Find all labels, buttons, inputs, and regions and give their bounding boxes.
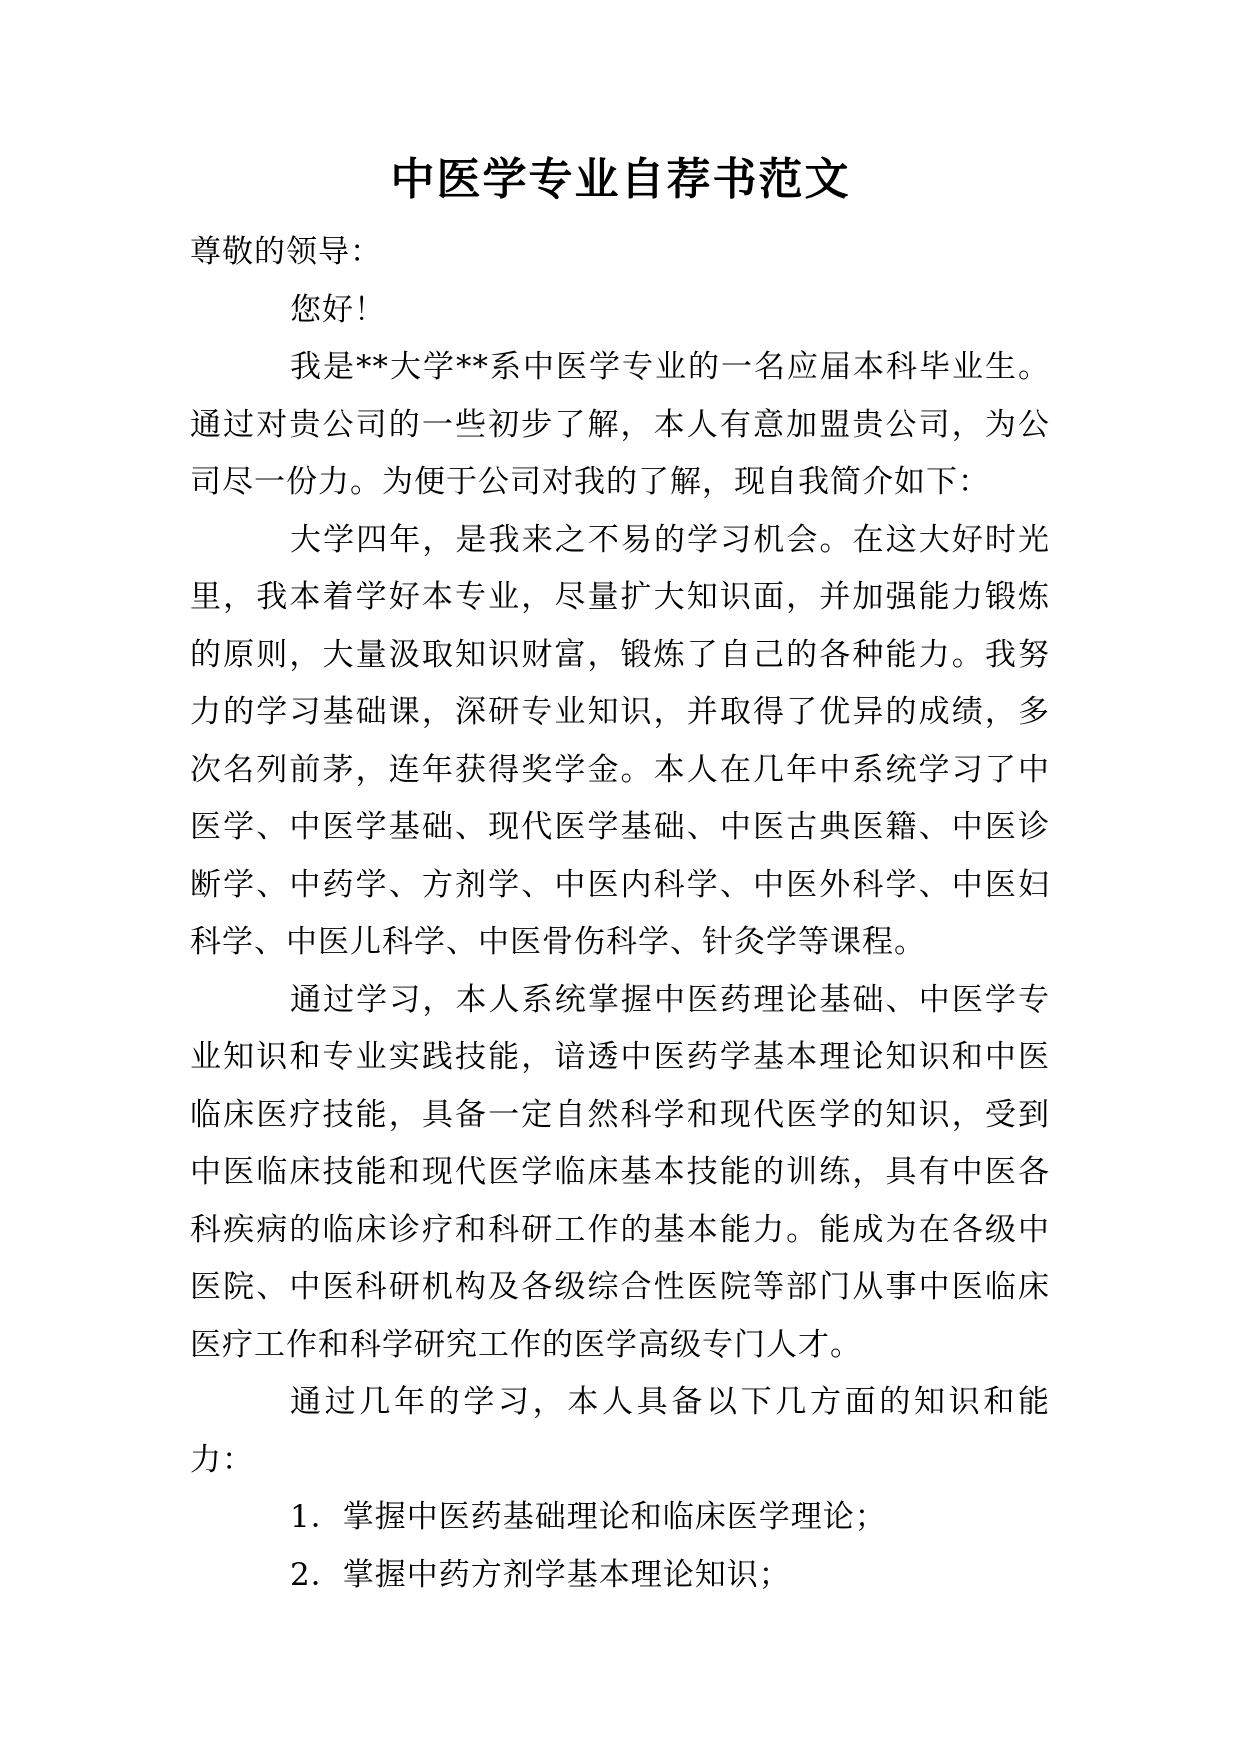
salutation: 尊敬的领导：	[190, 234, 382, 270]
list-item: 1．掌握中医药基础理论和临床医学理论；	[290, 1499, 887, 1535]
paragraph-abilities: 通过几年的学习，本人具备以下几方面的知识和能力：	[190, 1384, 1050, 1478]
paragraph-study: 大学四年，是我来之不易的学习机会。在这大好时光里，我本着学好本专业，尽量扩大知识面，并加强能力锻炼的原则，大量汲取知识财富，锻炼了自己的各种能力。我努力的学习基础课，深研专业知识，并取得了优异的成绩，多次名列前茅，连年获得奖学金。本人在几年中系统学习了中医学、中医学基础、现代医学基础、中医古典医籍、中医诊断学、中药学、方剂学、中医内科学、中医外科学、中医妇科学、中医儿科学、中医骨伤科学、针灸学等课程。	[190, 521, 1050, 960]
paragraph-intro: 我是**大学**系中医学专业的一名应届本科毕业生。通过对贵公司的一些初步了解，本人有意加盟贵公司，为公司尽一份力。为便于公司对我的了解，现自我简介如下：	[190, 349, 1050, 500]
list-item: 2．掌握中药方剂学基本理论知识；	[290, 1556, 791, 1593]
greeting: 您好！	[290, 291, 386, 328]
document-title: 中医学专业自荐书范文	[390, 154, 851, 205]
document-body	[190, 224, 1050, 1604]
paragraph-skills: 通过学习，本人系统掌握中医药理论基础、中医学专业知识和专业实践技能，谙透中医药学基本理论知识和中医临床医疗技能，具备一定自然科学和现代医学的知识，受到中医临床技能和现代医学临床基本技能的训练，具有中医各科疾病的临床诊疗和科研工作的基本能力。能成为在各级中医院、中医科研机构及各级综合性医院等部门从事中医临床医疗工作和科学研究工作的医学高级专门人才。	[190, 981, 1050, 1363]
